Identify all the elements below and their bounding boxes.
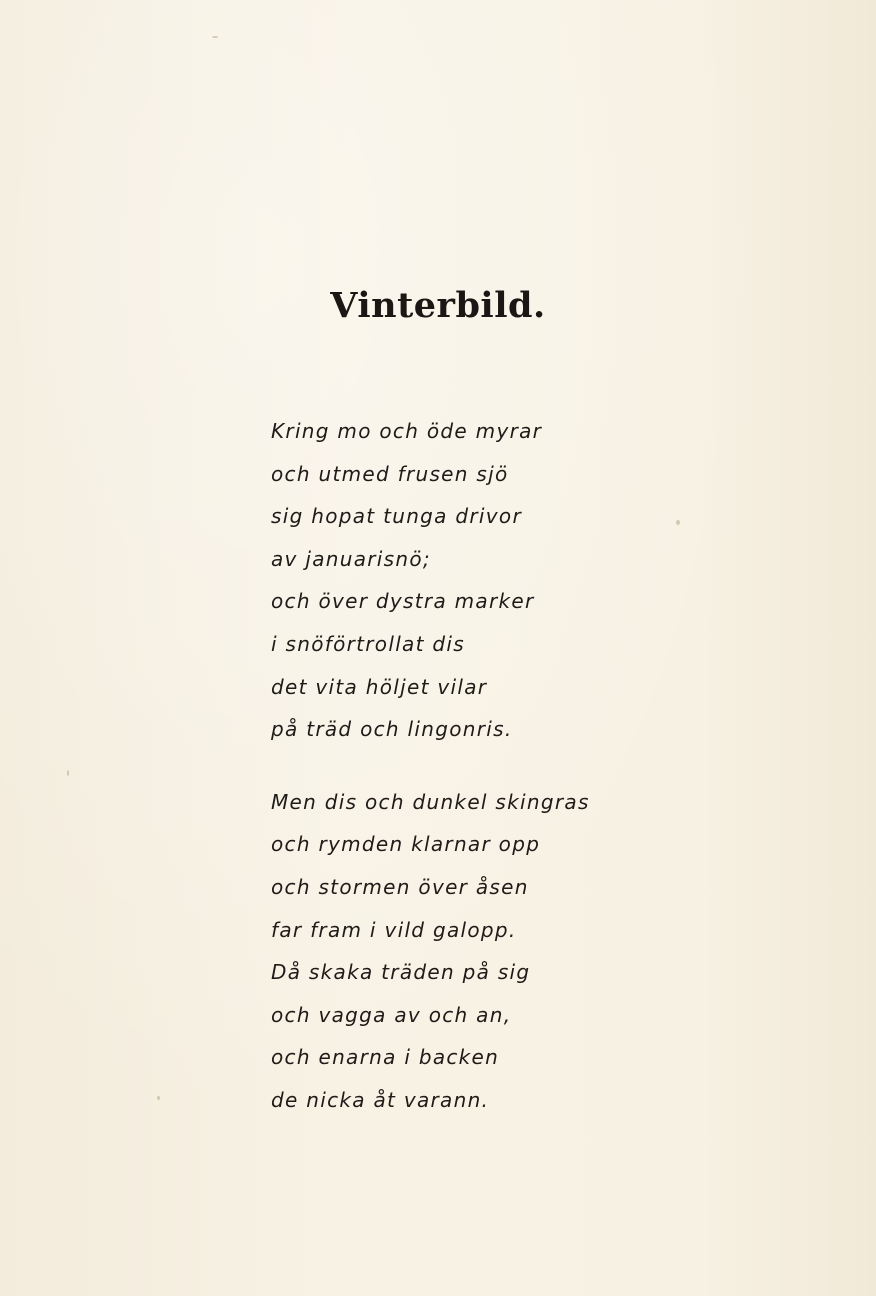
poem-line: och utmed frusen sjö: [271, 461, 509, 486]
poem-line: Kring mo och öde myrar: [271, 419, 543, 443]
stanza-2: [271, 781, 691, 1122]
poem-line: på träd och lingonris.: [271, 717, 513, 742]
poem-line: de nicka åt varann.: [271, 1087, 490, 1112]
stanza-1: [271, 410, 691, 751]
poem-line: det vita höljet vilar: [271, 674, 488, 699]
poem-line: Då skaka träden på sig: [271, 960, 531, 985]
poem-line: och rymden klarnar opp: [271, 832, 541, 857]
poem-line: och vagga av och an,: [271, 1002, 512, 1027]
poem-line: i snöförtrollat dis: [271, 631, 465, 656]
poem-title: Vinterbild.: [330, 285, 546, 327]
poem-line: och över dystra marker: [271, 589, 535, 614]
paper-speck: [67, 770, 69, 776]
poem-line: sig hopat tunga drivor: [271, 504, 522, 529]
poem-body: [271, 410, 691, 1152]
poem-line: och stormen över åsen: [271, 874, 529, 899]
paper-speck: [212, 36, 218, 38]
poem-line: Men dis och dunkel skingras: [271, 789, 590, 814]
poem-line: far fram i vild galopp.: [271, 917, 517, 942]
paper-speck: [157, 1096, 160, 1100]
poem-line: och enarna i backen: [271, 1045, 500, 1070]
poem-line: av januarisnö;: [271, 546, 431, 571]
